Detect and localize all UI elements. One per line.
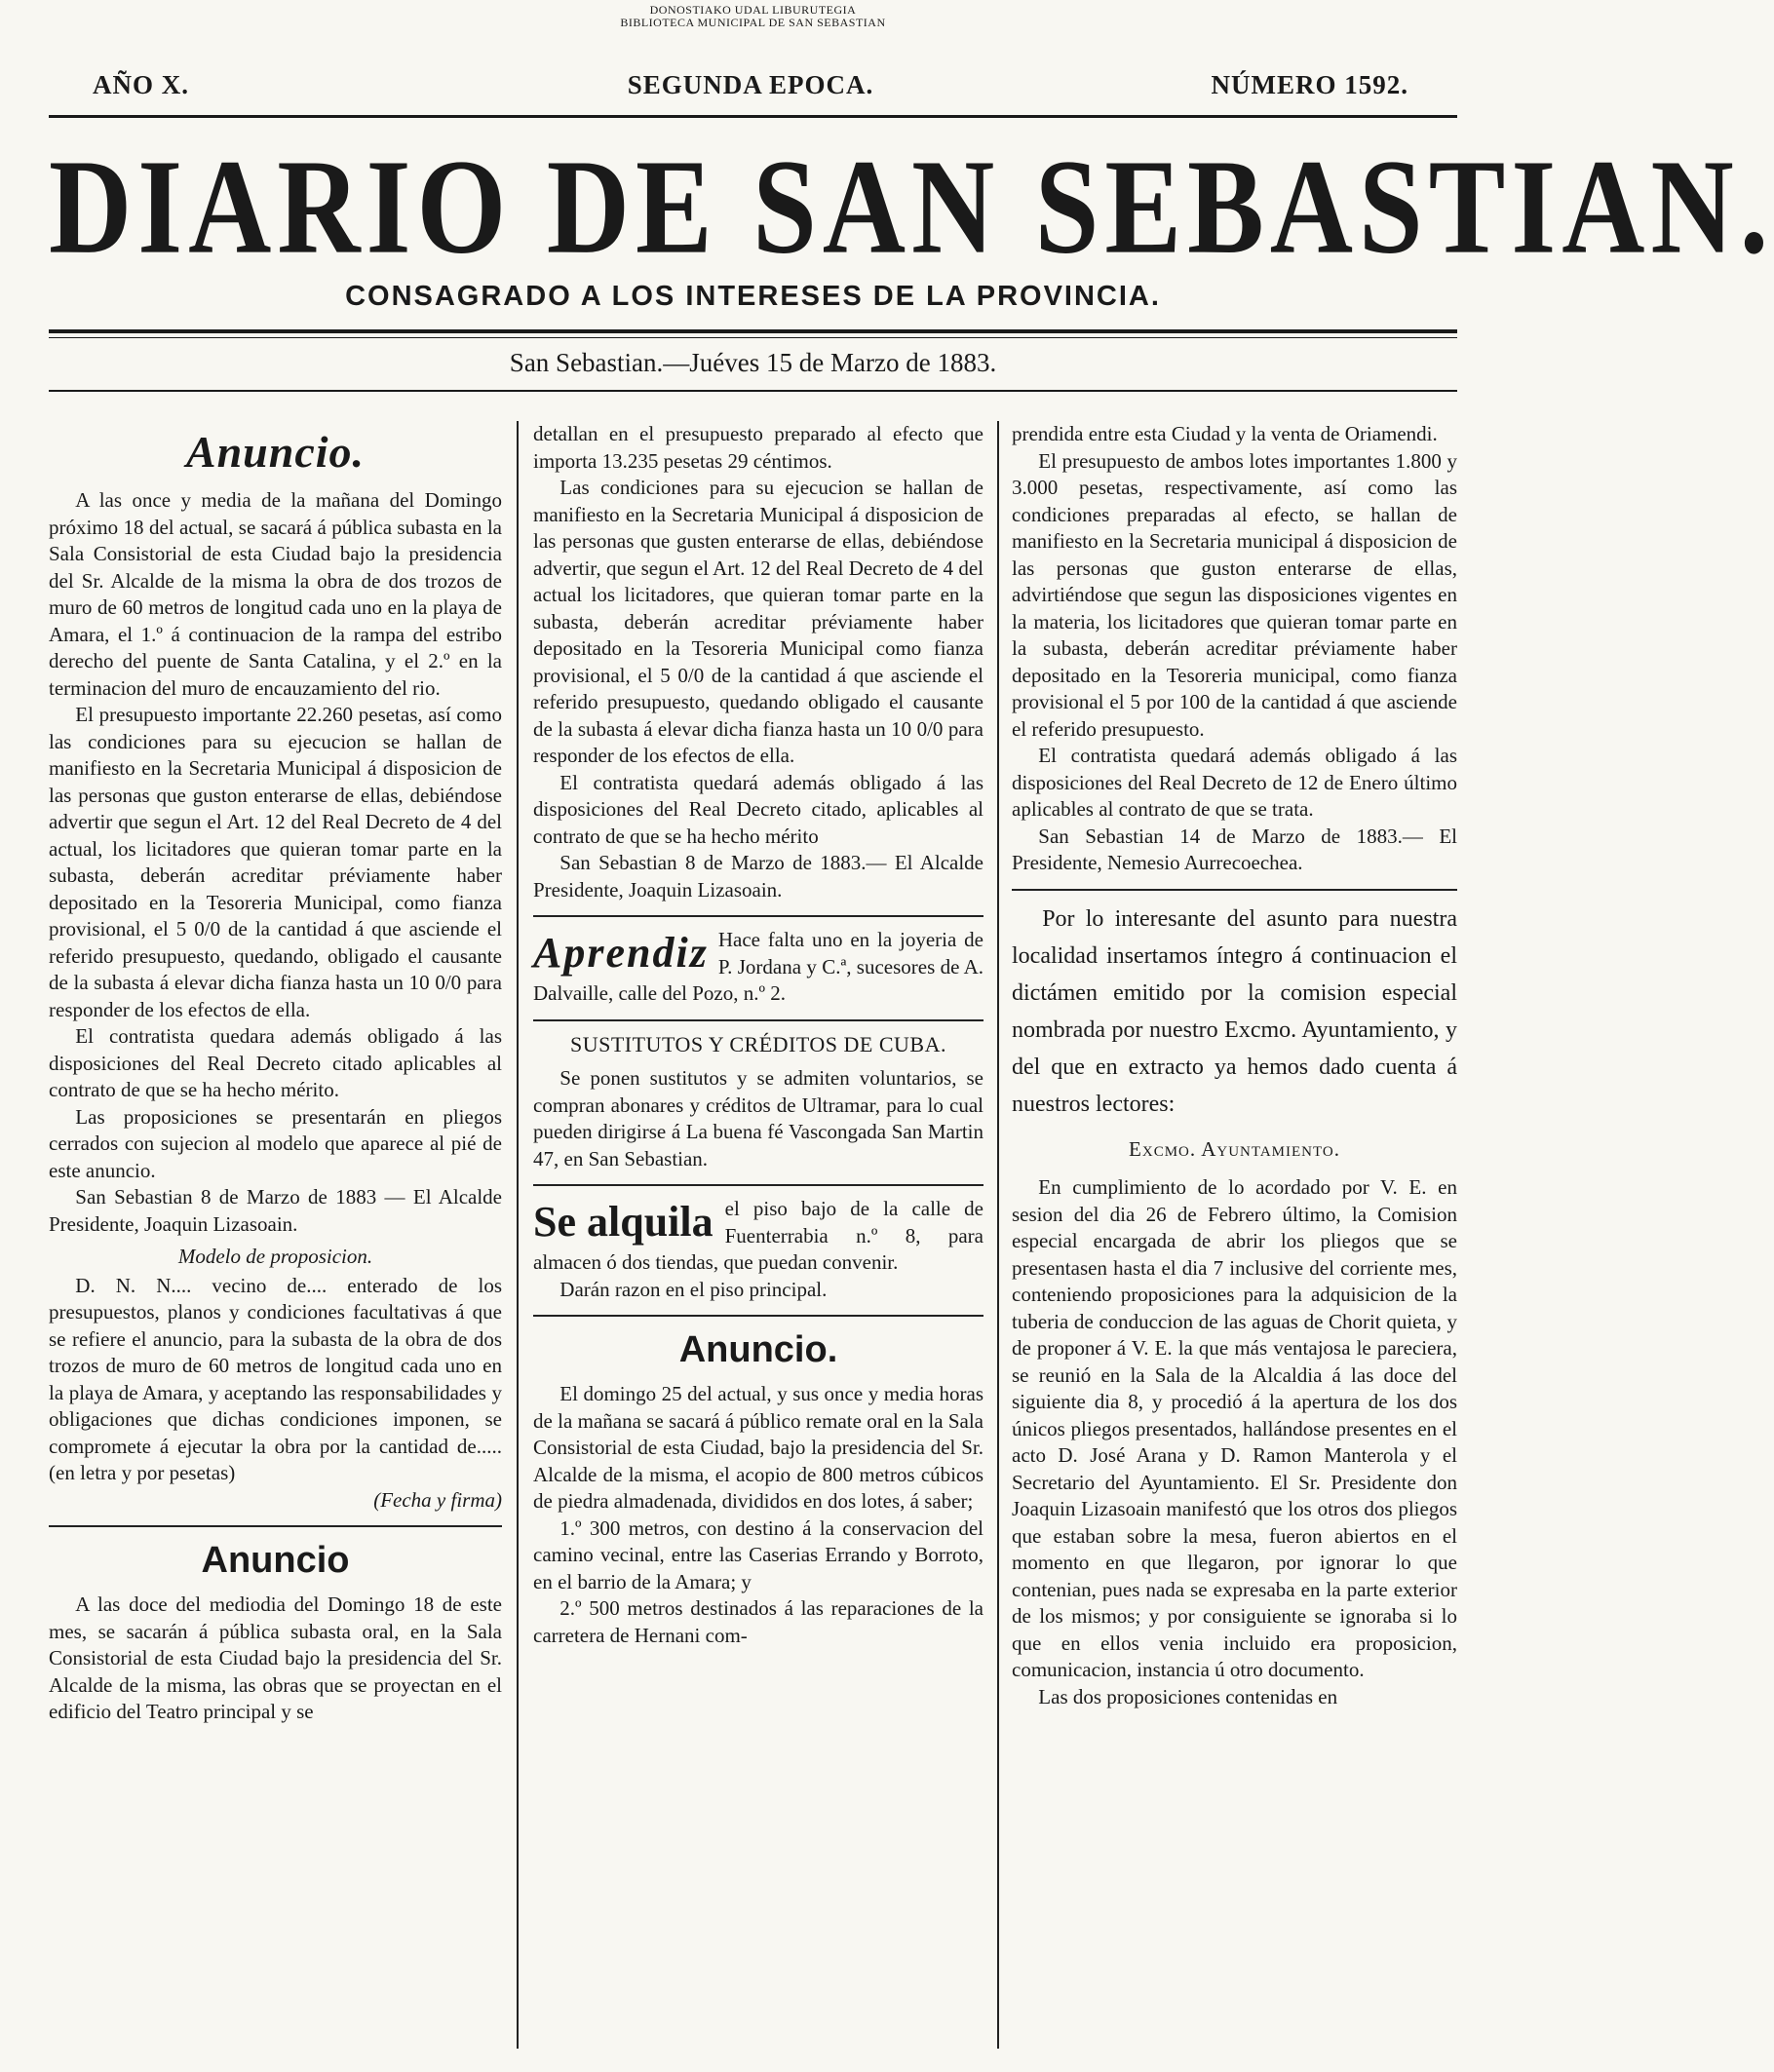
ad-sustitutos-title: SUSTITUTOS Y CRÉDITOS DE CUBA.: [570, 1031, 946, 1056]
col1-paragraph-1: A las once y media de la mañana del Domingo próximo 18 del actual, se sacará á pública subasta en la Sala Consistorial de esta Ciudad bajo la presidencia del Sr. Alcalde de la misma la obra de dos trozos de muro de 60 metros de longitud cada uno en la playa de Amara, el 1.º á continuacion de la rampa del estribo derecho del puente de Santa Catalina, y el 2.º en la terminacion del muro de encauzamiento del rio.: [49, 488, 502, 700]
column-3: [1012, 421, 1457, 2049]
col1-paragraph-6: D. N. N.... vecino de.... enterado de los presupuestos, planos y condiciones facultativas á que se refiere el anuncio, para la subasta de la obra de dos trozos de muro de 60 metros de longitud cada uno en la playa de Amara, y aceptando las responsabilidades y obligaciones que dichas condiciones imponen, se compromete á ejecutar la obra por la cantidad de..... (en letra y por pesetas): [49, 1273, 502, 1484]
issue-number: NÚMERO 1592.: [1211, 70, 1408, 99]
library-line-spanish: BIBLIOTECA MUNICIPAL DE SAN SEBASTIAN: [620, 16, 886, 29]
masthead-rule-thin: [49, 337, 1457, 338]
column-2: [533, 421, 983, 2049]
ad-aprendiz-title: Aprendiz: [533, 929, 709, 977]
masthead-tagline: CONSAGRADO A LOS INTERESES DE LA PROVINCIA.: [345, 281, 1161, 312]
col2-separator-1: [533, 915, 983, 917]
dateline-rule: [49, 390, 1457, 392]
col3-paragraph-3: El contratista quedará además obligado á las disposiciones del Real Decreto de 12 de Enero último aplicables al contrato de que se trata.: [1012, 744, 1457, 821]
col2-paragraph-6: 1.º 300 metros, con destino á la conservacion del camino vecinal, entre las Caserias Errando y Borroto, en el barrio de la Amara; y: [533, 1516, 983, 1593]
ad-se-alquila-title: Se alquila: [533, 1198, 713, 1246]
heading-modelo-proposicion: Modelo de proposicion.: [177, 1245, 373, 1268]
col2-paragraph-1: detallan en el presupuesto preparado al efecto que importa 13.235 pesetas 29 céntimos.: [533, 422, 983, 473]
col2-paragraph-7: 2.º 500 metros destinados á las reparaciones de la carretera de Hernani com-: [533, 1596, 983, 1647]
heading-anuncio-3: Anuncio.: [678, 1329, 838, 1370]
col2-paragraph-5: El domingo 25 del actual, y sus once y media horas de la mañana se sacará á público remate oral en la Sala Consistorial de esta Ciudad, bajo la presidencia del Sr. Alcalde de la misma, el acopio de 800 metros cúbicos de piedra almadenada, divididos en dos lotes, á saber;: [533, 1382, 983, 1513]
col1-paragraph-5: San Sebastian 8 de Marzo de 1883 — El Alcalde Presidente, Joaquin Lizasoain.: [49, 1185, 502, 1236]
ad-se-alquila-contact: Darán razon en el piso principal.: [559, 1277, 828, 1301]
issue-year: AÑO X.: [93, 70, 189, 99]
col3-separator: [1012, 889, 1457, 891]
col1-paragraph-2: El presupuesto importante 22.260 pesetas, así como las condiciones para su ejecucion se hallan de manifiesto en la Secretaria Municipal á disposicion de las personas que guston enterarse de ellas, debiéndose advertir que segun el Art. 12 del Real Decreto de 4 del actual, los licitadores que quieran tomar parte en la subasta, deberán acreditar préviamente haber depositado en la Tesoreria Municipal, como fianza provisional, el 5 0/0 de la cantidad á que asciende el referido presupuesto, quedando, obligado el causante de la subasta á elevar dicha fianza hasta un 10 0/0 para responder de los efectos de ella.: [49, 703, 502, 1021]
top-rule: [49, 115, 1457, 118]
ad-aprendiz-text: Hace falta uno en la joyeria de P. Jordana y C.ª, sucesores de A. Dalvaille, calle del Pozo, n.º 2.: [533, 928, 983, 1005]
col3-paragraph-4: San Sebastian 14 de Marzo de 1883.— El Presidente, Nemesio Aurrecoechea.: [1012, 824, 1457, 874]
col2-separator-2: [533, 1019, 983, 1021]
ad-sustitutos-text: Se ponen sustitutos y se admiten voluntarios, se compran abonares y créditos de Ultramar, para lo cual pueden dirigirse á La buena fé Vascongada San Martin 47, en San Sebastian.: [533, 1066, 983, 1170]
col3-paragraph-2: El presupuesto de ambos lotes importantes 1.800 y 3.000 pesetas, respectivamente, así como las condiciones preparadas al efecto, se hallan de manifiesto en la Secretaria municipal á disposicion de las personas que guston enterarse de ellas, advirtiéndose que segun las disposiciones vigentes en la materia, los licitadores que quieran tomar parte en la subasta, deberán acreditar préviamente haber depositado en la Tesoreria municipal, como fianza provisional el 5 por 100 de la cantidad á que asciende el referido presupuesto.: [1012, 448, 1457, 741]
col2-separator-4: [533, 1315, 983, 1317]
col2-separator-3: [533, 1184, 983, 1186]
col2-paragraph-2: Las condiciones para su ejecucion se hallan de manifiesto en la Secretaria Municipal á disposicion de las personas que gusten enterarse de ellas, debiéndose advertir, que segun el Art. 12 del Real Decreto de 4 del actual los licitadores, que quieran tomar parte en la subasta, deberán acreditar préviamente haber depositado en la Tesoreria Municipal como fianza provisional, el 5 0/0 de la cantidad á que asciende el referido presupuesto, quedando obligado el causante de la subasta á elevar dicha fianza hasta un 10 0/0 para responder de los efectos de ella.: [533, 476, 983, 767]
masthead-rule-thick: [49, 329, 1457, 333]
column-divider-1: [517, 421, 519, 2049]
col2-paragraph-4: San Sebastian 8 de Marzo de 1883.— El Alcalde Presidente, Joaquin Lizasoain.: [533, 851, 983, 902]
col3-paragraph-5: En cumplimiento de lo acordado por V. E. en sesion del dia 26 de Febrero último, la Comision especial encargada de abrir los pliegos que se presentasen hasta el dia 7 inclusive del corriente mes, conteniendo proposiciones para la adquisicion de la tuberia de conduccion de las aguas de Chorit quieta, y de proponer á V. E. la que más ventajosa le pareciera, se reunió en la Sala de la Alcaldia á las doce del siguiente dia 8, y procedió á la apertura de los dos únicos pliegos presentados, hallándose presentes en el acto D. José Arana y D. Ramon Manterola y el Secretario del Ayuntamiento. El Sr. Presidente don Joaquin Lizasoain manifestó que los otros dos pliegos que estaban sobre la mesa, fueron abiertos en el momento en que llegaron, por ignorar lo que contenian, pues nada se expresaba en la parte exterior de los mismos; y por consiguiente se ignoraba si lo que en ellos venia incluido era proposicion, comunicacion, instancia ú otro documento.: [1012, 1175, 1457, 1681]
heading-anuncio-1: Anuncio.: [185, 427, 366, 477]
col3-lede: Por lo interesante del asunto para nuestra localidad insertamos íntegro á continuacion el dictámen emitido por la comision especial nombrada por nuestro Excmo. Ayuntamiento, y del que en extracto ya hemos dado cuenta á nuestros lectores:: [1012, 905, 1457, 1117]
masthead-title: DIARIO DE SAN SEBASTIAN.: [49, 131, 1774, 283]
col1-separator: [49, 1525, 502, 1527]
signature-line: (Fecha y firma): [373, 1487, 502, 1512]
col1-paragraph-4: Las proposiciones se presentarán en pliegos cerrados con sujecion al modelo que aparece al pié de este anuncio.: [49, 1104, 502, 1182]
col2-paragraph-3: El contratista quedará además obligado á las disposiciones del Real Decreto citado, aplicables al contrato de que se ha hecho mérito: [533, 770, 983, 848]
issue-epoch: SEGUNDA EPOCA.: [627, 70, 874, 99]
subheading-ayuntamiento: Excmo. Ayuntamiento.: [1129, 1136, 1340, 1161]
ad-aprendiz: [533, 927, 983, 1008]
column-divider-2: [997, 421, 999, 2049]
col1-paragraph-3: El contratista quedara además obligado á las disposiciones del Real Decreto citado aplicables al contrato de que se ha hecho mérito.: [49, 1024, 502, 1101]
heading-anuncio-2: Anuncio: [201, 1540, 350, 1581]
col3-paragraph-6: Las dos proposiciones contenidas en: [1038, 1684, 1338, 1708]
ad-se-alquila-text: el piso bajo de la calle de Fuenterrabia n.º 8, para almacen ó dos tiendas, que puedan convenir.: [533, 1197, 983, 1274]
ad-se-alquila: [533, 1196, 983, 1277]
col3-paragraph-1: prendida entre esta Ciudad y la venta de Oriamendi.: [1012, 422, 1438, 445]
library-line-basque: DONOSTIAKO UDAL LIBURUTEGIA: [649, 3, 857, 17]
issue-meta: [93, 70, 1408, 109]
library-stamp: [0, 4, 1506, 29]
col1-paragraph-7: A las doce del mediodia del Domingo 18 de este mes, se sacarán á pública subasta oral, en la Sala Consistorial de esta Ciudad bajo la presidencia del Sr. Alcalde de la misma, las obras que se proyectan en el edificio del Teatro principal y se: [49, 1592, 502, 1723]
column-1: [49, 421, 502, 2049]
dateline: San Sebastian.—Juéves 15 de Marzo de 1883.: [509, 348, 997, 377]
